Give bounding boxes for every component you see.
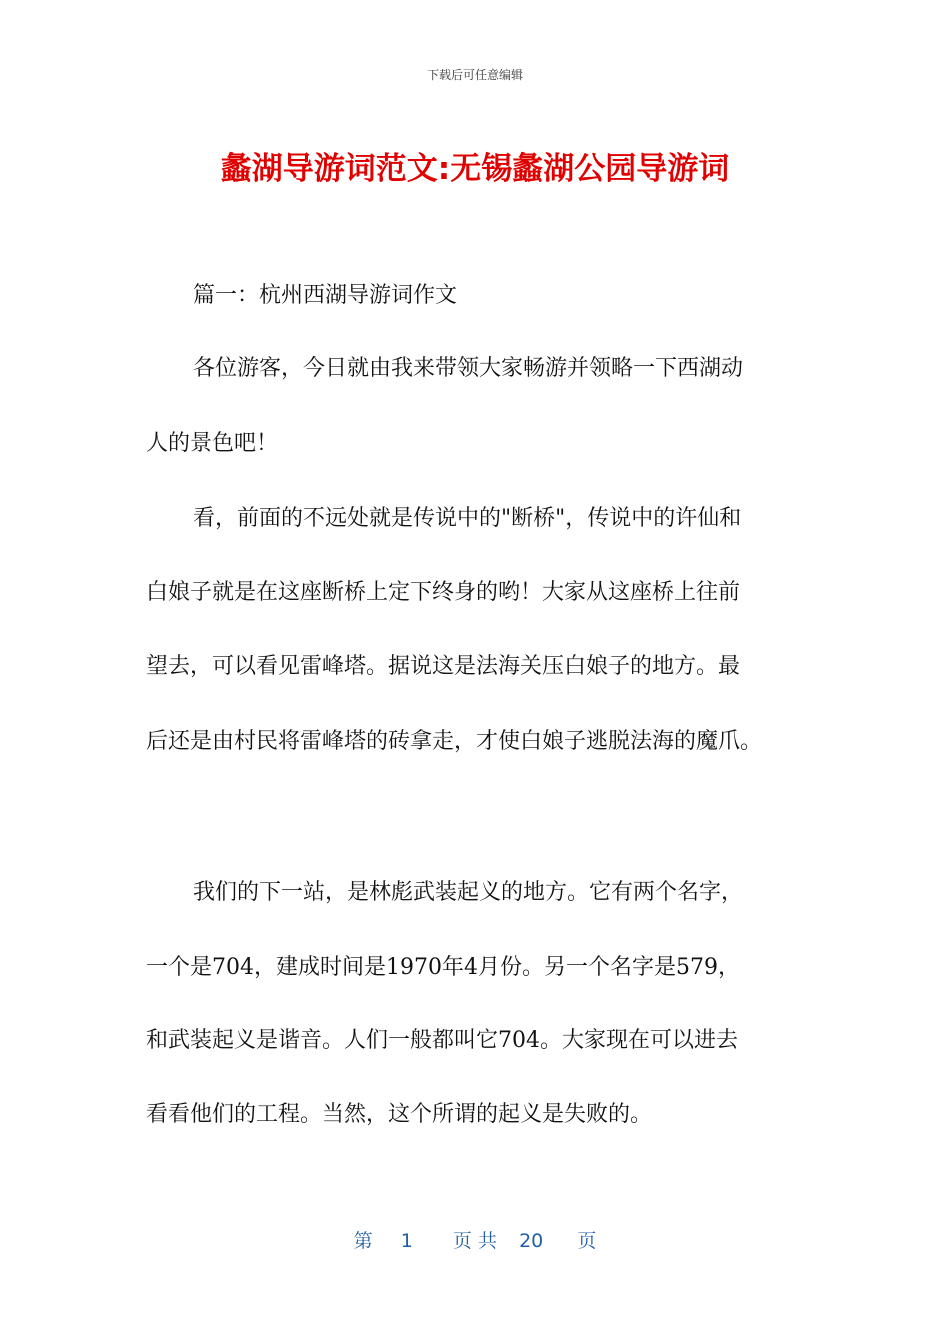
footer-current-page: 1 [400, 1230, 413, 1252]
footer-prefix: 第 [353, 1230, 373, 1252]
document-title: 蠡湖导游词范文:无锡蠡湖公园导游词 [220, 151, 730, 187]
paragraph-line: 一个是704，建成时间是1970年4月份。另一个名字是579， [146, 955, 740, 980]
footer-middle: 页 共 [452, 1230, 497, 1252]
paragraph-line: 我们的下一站，是林彪武装起义的地方。它有两个名字， [193, 880, 744, 905]
paragraph-line: 望去，可以看见雷峰塔。据说这是法海关压白娘子的地方。最 [146, 654, 741, 679]
footer-total-pages: 20 [519, 1230, 544, 1252]
paragraph-line: 人的景色吧！ [146, 431, 279, 456]
page-footer [0, 1226, 950, 1253]
footer-suffix: 页 [577, 1230, 597, 1252]
paragraph-line: 看，前面的不远处就是传说中的"断桥"，传说中的许仙和 [193, 506, 742, 531]
page-header-note: 下载后可任意编辑 [426, 68, 523, 82]
paragraph-line: 和武装起义是谐音。人们一般都叫它704。大家现在可以进去 [146, 1028, 738, 1053]
paragraph-line: 各位游客，今日就由我来带领大家畅游并领略一下西湖动 [193, 356, 744, 381]
section-heading: 篇一：杭州西湖导游词作文 [193, 283, 458, 308]
paragraph-line: 看看他们的工程。当然，这个所谓的起义是失败的。 [146, 1102, 653, 1127]
paragraph-line: 后还是由村民将雷峰塔的砖拿走，才使白娘子逃脱法海的魔爪。 [146, 729, 763, 754]
paragraph-line: 白娘子就是在这座断桥上定下终身的哟！大家从这座桥上往前 [146, 580, 741, 605]
